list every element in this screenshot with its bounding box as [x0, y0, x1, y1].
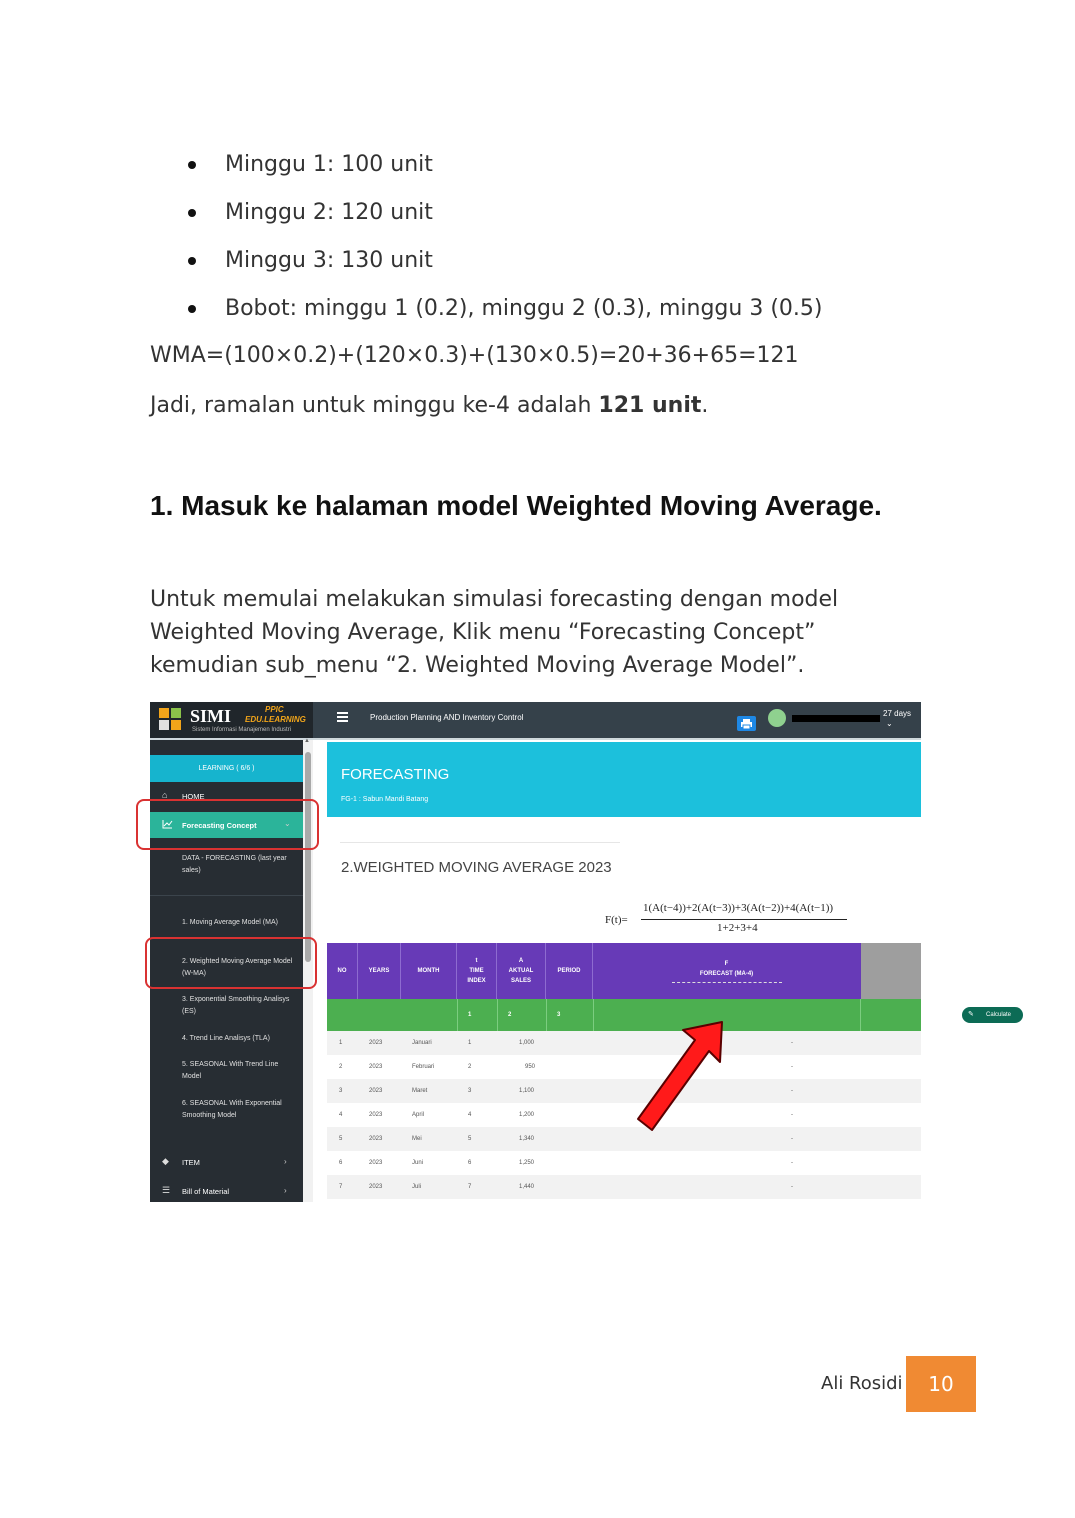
app-title: Production Planning AND Inventory Control: [370, 713, 524, 722]
formula-numerator: 1(A(t−4))+2(A(t−3))+3(A(t−2))+4(A(t−1)): [643, 902, 834, 914]
sidebar-sub-trend-line[interactable]: 4. Trend Line Analisys (TLA): [182, 1035, 270, 1042]
list-item: Minggu 1: 100 unit: [150, 148, 822, 196]
section-heading: 1. Masuk ke halaman model Weighted Moving Average.: [150, 490, 882, 521]
chevron-right-icon: ›: [284, 1157, 287, 1166]
table-row: 2 2023 Februari 2 950 -: [327, 1055, 921, 1079]
green-cell: 2: [498, 999, 547, 1031]
table-header: [327, 943, 861, 999]
col-no: NO: [327, 943, 358, 999]
page-title: FORECASTING: [341, 766, 450, 783]
green-cell: 3: [547, 999, 594, 1031]
section-title: 2.WEIGHTED MOVING AVERAGE 2023: [341, 859, 612, 876]
table-row: 3 2023 Maret 3 1,100 -: [327, 1079, 921, 1103]
table-row: 1 2023 Januari 1 1,000 -: [327, 1031, 921, 1055]
app-screenshot: [150, 702, 1012, 1202]
bullet-icon: [188, 257, 196, 265]
user-avatar[interactable]: [768, 709, 786, 727]
col-years: YEARS: [358, 943, 401, 999]
sidebar-item-bill-of-material[interactable]: ☰ Bill of Material ›: [162, 1185, 287, 1196]
table-row: 4 2023 April 4 1,200 -: [327, 1103, 921, 1127]
table-header-extra: [861, 943, 921, 999]
logo-subtitle: Sistem Informasi Manajemen Industri: [192, 727, 292, 733]
scrollbar-thumb[interactable]: [305, 752, 311, 962]
conclusion-text: Jadi, ramalan untuk minggu ke-4 adalah 121 unit.: [150, 393, 709, 418]
calculate-row: [327, 999, 1012, 1031]
bullet-icon: [188, 209, 196, 217]
print-button[interactable]: [737, 716, 756, 731]
tag-icon: ◆: [162, 1156, 169, 1166]
chevron-right-icon: ›: [284, 1186, 287, 1195]
formula-denominator: 1+2+3+4: [717, 922, 758, 934]
sidebar-sub-seasonal-es[interactable]: 6. SEASONAL With Exponential Smoothing Model: [182, 1100, 282, 1119]
chevron-down-icon: ⌄: [284, 819, 291, 828]
col-time-index: t TIME INDEX: [457, 943, 497, 999]
sidebar-learning-badge[interactable]: LEARNING ( 6/6 ): [150, 755, 303, 782]
fraction-bar: [641, 919, 847, 920]
days-remaining: 27 days: [883, 709, 912, 718]
sidebar-sub-exponential-smoothing[interactable]: 3. Exponential Smoothing Analisys (ES): [182, 996, 290, 1015]
list-icon: ☰: [162, 1185, 171, 1195]
green-cell: 1: [458, 999, 498, 1031]
logo-ppic: PPIC: [265, 705, 284, 714]
weekly-data-list: [150, 148, 822, 340]
sidebar-sub-weighted-moving-average[interactable]: 2. Weighted Moving Average Model (W-MA): [182, 958, 293, 977]
bullet-icon: [188, 161, 196, 169]
redacted-username: [792, 715, 880, 722]
chevron-down-icon[interactable]: ⌄: [886, 719, 893, 728]
col-period: PERIOD: [546, 943, 593, 999]
divider: [150, 895, 303, 896]
divider: [340, 842, 620, 843]
formula-lhs: F(t)=: [605, 914, 628, 926]
home-icon: ⌂: [162, 790, 168, 800]
list-item: Minggu 2: 120 unit: [150, 196, 822, 244]
col-aktual-sales: A AKTUAL SALES: [497, 943, 546, 999]
table-row: 5 2023 Mei 5 1,340 -: [327, 1127, 921, 1151]
sidebar-item-home[interactable]: ⌂ HOME: [162, 790, 205, 801]
forecasting-banner: [327, 742, 921, 817]
list-item: Minggu 3: 130 unit: [150, 244, 822, 292]
red-arrow-icon: [630, 1018, 730, 1136]
highlight-forecasting-concept: [136, 799, 319, 850]
printer-icon: [737, 716, 756, 731]
intro-paragraph: Untuk memulai melakukan simulasi forecasting dengan model Weighted Moving Average, Klik menu “Forecasting Concept” kemudian sub_menu “2. Weighted Moving Average Model”.: [150, 587, 839, 678]
hamburger-menu-icon[interactable]: [337, 712, 348, 722]
green-cell: [327, 999, 458, 1031]
logo-edu: EDU.LEARNING: [245, 715, 306, 724]
product-subtitle: FG-1 : Sabun Mandi Batang: [341, 796, 429, 803]
page-number: 10: [906, 1356, 976, 1412]
table-row: 7 2023 Juli 7 1,440 -: [327, 1175, 921, 1199]
sidebar-item-forecasting-concept[interactable]: Forecasting Concept ⌄: [150, 812, 303, 838]
col-month: MONTH: [401, 943, 457, 999]
table-row: 6 2023 Juni 6 1,250 -: [327, 1151, 921, 1175]
logo-name: SIMI: [190, 706, 232, 726]
edit-icon: ✎: [968, 1011, 974, 1018]
logo-icon: [159, 708, 181, 730]
sidebar-sub-seasonal-trend[interactable]: 5. SEASONAL With Trend Line Model: [182, 1061, 279, 1080]
col-forecast: F FORECAST (MA-4): [593, 943, 860, 999]
calculate-button[interactable]: ✎ Calculate: [962, 1007, 1023, 1023]
sidebar-item-item[interactable]: ◆ ITEM ›: [162, 1156, 287, 1167]
author-name: Ali Rosidi: [821, 1373, 903, 1394]
bullet-icon: [188, 305, 196, 313]
app-logo[interactable]: [150, 702, 313, 738]
highlight-weighted-moving-average: [145, 937, 317, 989]
list-item: Bobot: minggu 1 (0.2), minggu 2 (0.3), minggu 3 (0.5): [150, 292, 822, 340]
scroll-up-icon[interactable]: ▲: [304, 738, 310, 744]
conclusion-value: 121 unit: [598, 393, 702, 418]
divider: [672, 982, 782, 983]
sidebar-sub-moving-average[interactable]: 1. Moving Average Model (MA): [182, 919, 278, 926]
sidebar-sub-data-forecasting[interactable]: DATA - FORECASTING (last year sales): [182, 855, 287, 874]
wma-calculation: WMA=(100×0.2)+(120×0.3)+(130×0.5)=20+36+65=121: [150, 343, 799, 368]
